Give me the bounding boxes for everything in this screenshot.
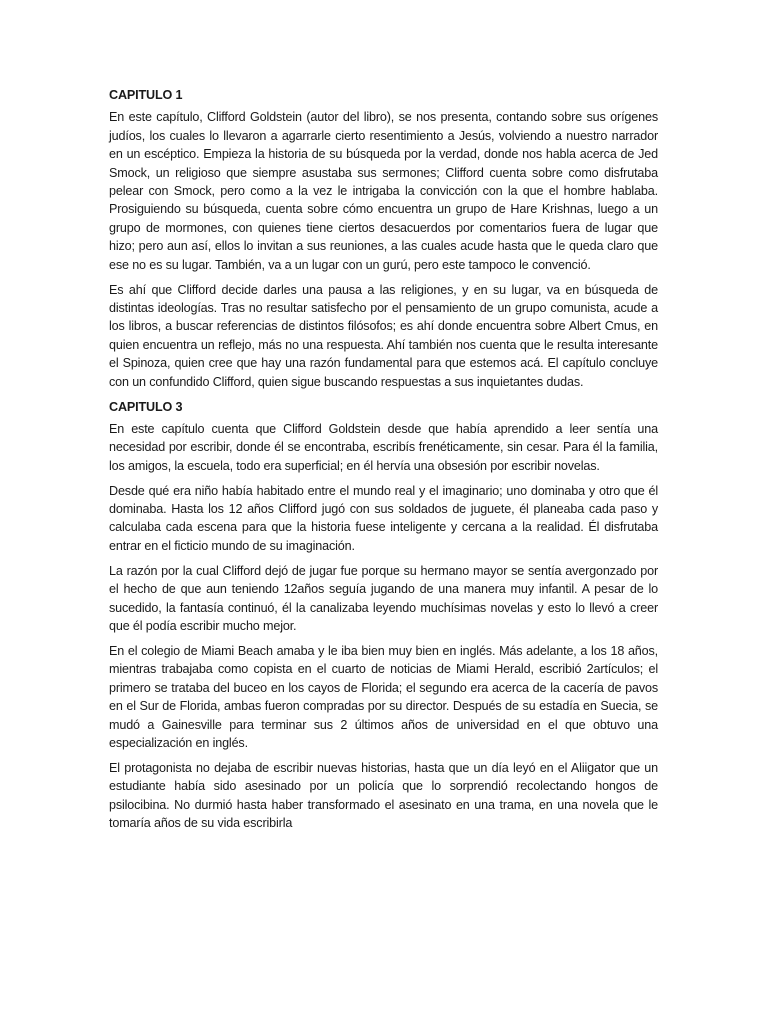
paragraph: En este capítulo cuenta que Clifford Goldstein desde que había aprendido a leer sentía una necesidad por escribir, donde él se encontraba, escribís frenéticamente, sin cesar. Para él la familia, los amigos, la escuela, todo era superficial; en él hervía una obsesión por escribir novelas. bbox=[109, 421, 658, 473]
paragraph: En el colegio de Miami Beach amaba y le iba bien muy bien en inglés. Más adelante, a los 18 años, mientras trabajaba como copista en el cuarto de noticias de Miami Herald, escribió 2artículos; el primero se trataba del buceo en los cayos de Florida; el segundo era acerca de la cacería de pavos en el Sur de Florida, ambas fueron compradas por su director. Después de su estadía en Suecia, se mudó a Gainesville para terminar sus 2 últimos años de universidad en el que obtuvo una especialización en inglés. bbox=[109, 643, 658, 750]
document-page bbox=[109, 86, 658, 839]
paragraph: Es ahí que Clifford decide darles una pausa a las religiones, y en su lugar, va en búsqueda de distintas ideologías. Tras no resultar satisfecho por el pensamiento de un grupo comunista, acude a los libros, a buscar referencias de distintos filósofos; es ahí donde encuentra sobre Albert Cmus, en quien encuentra un reflejo, más no una respuesta. Ahí también nos cuenta que le resulta interesante el Spinoza, quien cree que hay una razón fundamental para que estemos acá. El capítulo concluye con un confundido Clifford, quien sigue buscando respuestas a sus inquietantes dudas. bbox=[109, 282, 658, 389]
paragraph: Desde qué era niño había habitado entre el mundo real y el imaginario; uno dominaba y otro que él dominaba. Hasta los 12 años Clifford jugó con sus soldados de juguete, él planeaba cada paso y calculaba cada escena para que la historia fuese inteligente y cercana a la realidad. Él disfrutaba entrar en el ficticio mundo de su imaginación. bbox=[109, 483, 658, 553]
section-heading: CAPITULO 1 bbox=[109, 88, 183, 102]
paragraph: El protagonista no dejaba de escribir nuevas historias, hasta que un día leyó en el Aliigator que un estudiante había sido asesinado por un policía que lo sorprendió recolectando hongos de psilocibina. No durmió hasta haber transformado el asesinato en una trama, en una novela que le tomaría años de su vida escribirla bbox=[109, 760, 658, 831]
paragraph: En este capítulo, Clifford Goldstein (autor del libro), se nos presenta, contando sobre sus orígenes judíos, los cuales lo llevaron a agarrarle cierto resentimiento a Jesús, volviendo a nuestro narrador en un escéptico. Empieza la historia de su búsqueda por la verdad, donde nos habla acerca de Jed Smock, un religioso que siempre asustaba sus sermones; Clifford cuenta sobre como disfrutaba pelear con Smock, pero como a la vez le intrigaba la convicción con la que el hombre hablaba. Prosiguiendo su búsqueda, cuenta sobre cómo encuentra un grupo de Hare Krishnas, luego a un grupo de mormones, con quienes tiene ciertos desacuerdos por comentarios fuera de lugar que hizo; pero aun así, ellos lo invitan a sus reuniones, a las cuales acude hasta que le queda claro que ese no es su lugar. También, va a un lugar con un gurú, pero este tampoco le convenció. bbox=[109, 110, 658, 272]
section-heading: CAPITULO 3 bbox=[109, 399, 183, 414]
section-capitulo-1 bbox=[109, 86, 658, 391]
paragraph: La razón por la cual Clifford dejó de jugar fue porque su hermano mayor se sentía avergonzado por el hecho de que aun teniendo 12años seguía jugando de una manera muy infantil. A pesar de lo sucedido, la fantasía continuó, él la canalizaba leyendo muchísimas novelas y esto lo llevó a creer que él podía escribir mucho mejor. bbox=[109, 563, 658, 633]
section-capitulo-3 bbox=[109, 398, 658, 833]
